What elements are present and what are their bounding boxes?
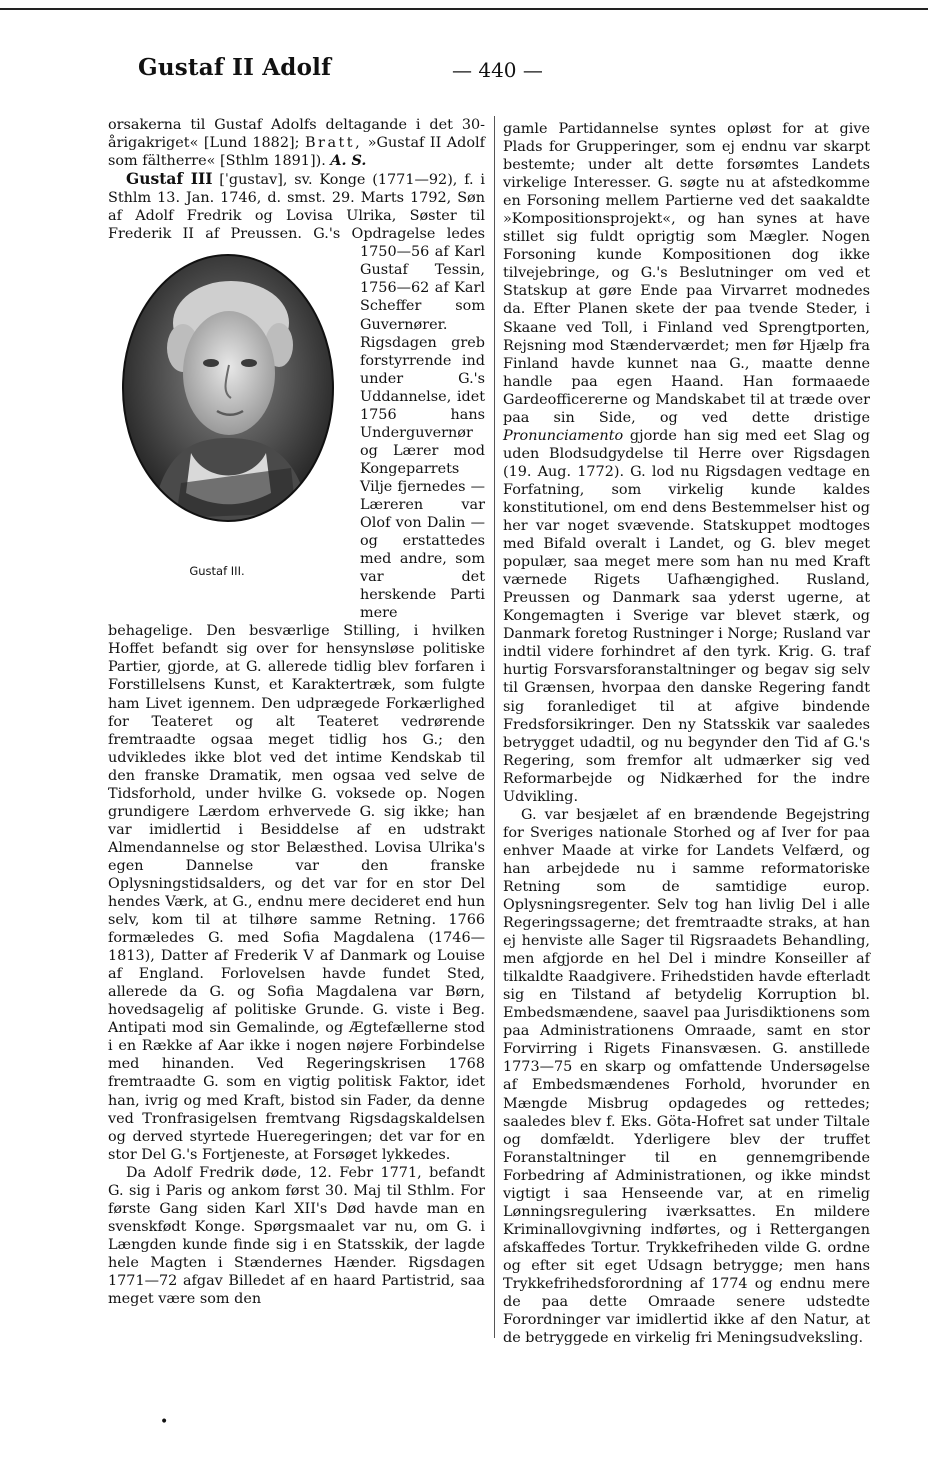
article-paragraph-2: Da Adolf Fredrik døde, 12. Febr 1771, befandt G. sig i Paris og ankom først 30. Maj til Sthlm. For første Gang siden Karl XII's Død havde man en svenskfødt Konge. Spørgsmaalet var nu, om G. i Længden kunde finde sig i en Statsskik, der lagde hele Magten i Stændernes Hænder. Rigsdagen 1771—72 afgav Billedet af en haard Partistrid, saa meget være som den xyxy=(108,1164,485,1308)
page-number: — 440 — xyxy=(452,58,543,82)
gustaf-iii-portrait-image xyxy=(121,253,335,523)
column-divider xyxy=(494,116,495,1338)
margin-mark: • xyxy=(160,1414,169,1430)
right-column xyxy=(503,120,870,1347)
top-rule xyxy=(0,0,928,10)
running-head-title: Gustaf II Adolf xyxy=(138,54,332,81)
portrait-caption: Gustaf III. xyxy=(189,564,245,579)
reference-paragraph: orsakerna til Gustaf Adolfs deltagande i det 30-årigakriget« [Lund 1882]; Bratt, »Gustaf II Adolf som fältherre« [Sthlm 1891]). A. S. xyxy=(108,117,485,170)
article-paragraph-1 xyxy=(108,170,485,1164)
article-lemma: Gustaf III xyxy=(126,169,213,189)
left-column xyxy=(108,116,485,1308)
article-intro-text-cont: Opdragelse ledes 1750—56 af Karl Gustaf Tessin, 1756—62 af Karl Scheffer som Guvernører. Rigsdagen greb forstyrrende ind under G.'s Uddannelse, idet 1756 hans Underguvernør og Lærer mod Kongeparrets Vilje fjernedes — Læreren var Olof von Dalin — og erstattedes med andre, som var det herskende Parti mere behagelige. Den besværlige Stilling, i hvilken Hoffet befandt sig over for hensynsløse politiske Partier, gjorde, at G. allerede tidlig blev forfaren i Forstillelsens Kunst, et Karaktertræk, som fulgte ham Livet igennem. Den udprægede Forkærlighed for Teateret og alt Teateret vedrørende fremtraadte ogsaa meget tidlig hos G.; den udvikledes ikke blot ved det intime Kendskab til den franske Dramatik, men ogsaa ved selve de Tidsforhold, under hvilke G. voksede op. Nogen grundigere Lærdom erhvervede G. sig ikke; han var imidlertid i Besiddelse af en udstrakt Almendannelse og stor Belæsthed. Lovisa Ulrika's egen Dannelse var den franske Oplysningstidsalders, og det var for en stor Del hendes Værk, at G., endnu mere decideret end hun selv, kom til at tilhøre samme Retning. 1766 formæledes G. med Sofia Magdalena (1746—1813), Datter af Frederik V af Danmark og Louise af England. Forlovelsen havde fundet Sted, allerede da G. og Sofia Magdalena var Børn, hovedsagelig af politiske Grunde. G. viste i Beg. Antipati mod sin Gemalinde, og Ægtefællerne stod i en Række af Aar ikke i nogen nøjere Forbindelse med hinanden. Ved Regeringskrisen 1768 fremtraadte G. som en vigtig politisk Faktor, idet han, ivrig og med Kraft, bistod sin Fader, da denne ved Tronfrasigelsen fremtvang Rigsdagskaldelsen og derved styrtede Hueregeringen; det var for en stor Del G.'s Fortjeneste, at Forsøget lykkedes. xyxy=(108,226,485,1163)
portrait-figure xyxy=(108,245,352,605)
article-intro-text: [ˈgustav], sv. Konge (1771—92), f. i Sthlm 13. Jan. 1746, d. smst. 29. Marts 1792, Søn af Adolf Fredrik og Lovisa Ulrika, Søster til Frederik II af Preussen. G.'s xyxy=(108,172,485,243)
article-paragraph-3: gamle Partidannelse syntes opløst for at give Plads for Grupperinger, som ej endnu var skarpt bestemte; under alt dette forsømtes Landets virkelige Interesser. G. søgte nu at afstedkomme en Forsoning mellem Partierne ved det saakaldte »Kompositionsprojekt«, og han synes at have stillet sig fuldt oprigtig som Mægler. Nogen Forsoning kunde Kompositionen dog ikke tilvejebringe, og G.'s Beslutninger om ved et Statskup at gøre Ende paa Virvarret modnedes da. Efter Planen skete der paa tvende Steder, i Skaane ved Toll, i Finland ved Sprengtporten, Rejsning mod Stænderværdet; men før Hjælp fra Finland havde kunnet naa G., maatte denne handle paa egen Haand. Han formaaede Gardeofficererne og Mandskabet til at træde over paa sin Side, og ved dette dristige Pronunciamento gjorde han sig med eet Slag og uden Blodsudgydelse til Herre over Rigsdagen (19. Aug. 1772). G. lod nu Rigsdagen vedtage en Forfatning, som virkelig kunde kaldes konstitutionel, om end dens Bestemmelser hist og her var noget svævende. Statskuppet modtoges med Bifald overalt i Landet, og G. blev meget populær, saa meget mere som han nu med Kraft værnede Rigets Uafhængighed. Rusland, Preussen og Danmark saa yderst ugerne, at Kongemagten i Sverige var blevet stærk, og Danmark foretog Rustninger i Norge; Rusland var indtil videre forhindret af den tyrk. Krig. G. traf hurtig Forsvarsforanstaltninger og begav sig selv til Grænsen, hvorpaa den danske Regering fandt sig foranlediget til at afgive bindende Fredsforsikringer. Den ny Statsskik var saaledes betrygget udadtil, og nu begynder den Tid af G.'s Regering, som fremfor alt udmærker sig ved Reformarbejde og Nidkærhed for the indre Udvikling. xyxy=(503,121,870,805)
article-paragraph-4: G. var besjælet af en brændende Begejstring for Sveriges nationale Storhed og af Iver for paa enhver Maade at virke for Landets Velfærd, og han arbejdede nu i samme reformatoriske Retning som de samtidige europ. Oplysningsregenter. Selv tog han livlig Del i alle Regeringssagerne; det fremtraadte straks, at han ej henviste alle Sager til Rigsraadets Behandling, men afgjorde en hel Del i mindre Konseiller af tilkaldte Raadgivere. Frihedstiden havde efterladt sig en Tilstand af betydelig Korruption bl. Embedsmændene, saavel paa Jurisdiktionens som paa Administrationens Omraade, samt en stor Forvirring i Rigets Finansvæsen. G. anstillede 1773—75 en skarp og omfattende Undersøgelse af Embedsmændenes Forhold, hvorunder en Mængde Misbrug opdagedes og rettedes; saaledes blev f. Eks. Göta-Hofret sat under Tiltale og domfældt. Yderligere blev der truffet Foranstaltninger til en gennemgribende Forbedring af Administrationen, og ikke mindst vigtigt i saa Henseende var, at en rimelig Lønningsregulering iværksattes. En mildere Kriminallovgivning indførtes, og i Rettergangen afskaffedes Tortur. Trykkefriheden vilde G. ordne og efter sit eget Udsagn betrygge; men hans Trykkefrihedsforordning af 1774 og endnu mere de paa dette Omraade senere udstedte Forordninger var imidlertid ikke af den Natur, at de betryggede en virkelig fri Meningsudveksling. xyxy=(503,806,870,1347)
author-signature: A. S. xyxy=(330,152,367,170)
